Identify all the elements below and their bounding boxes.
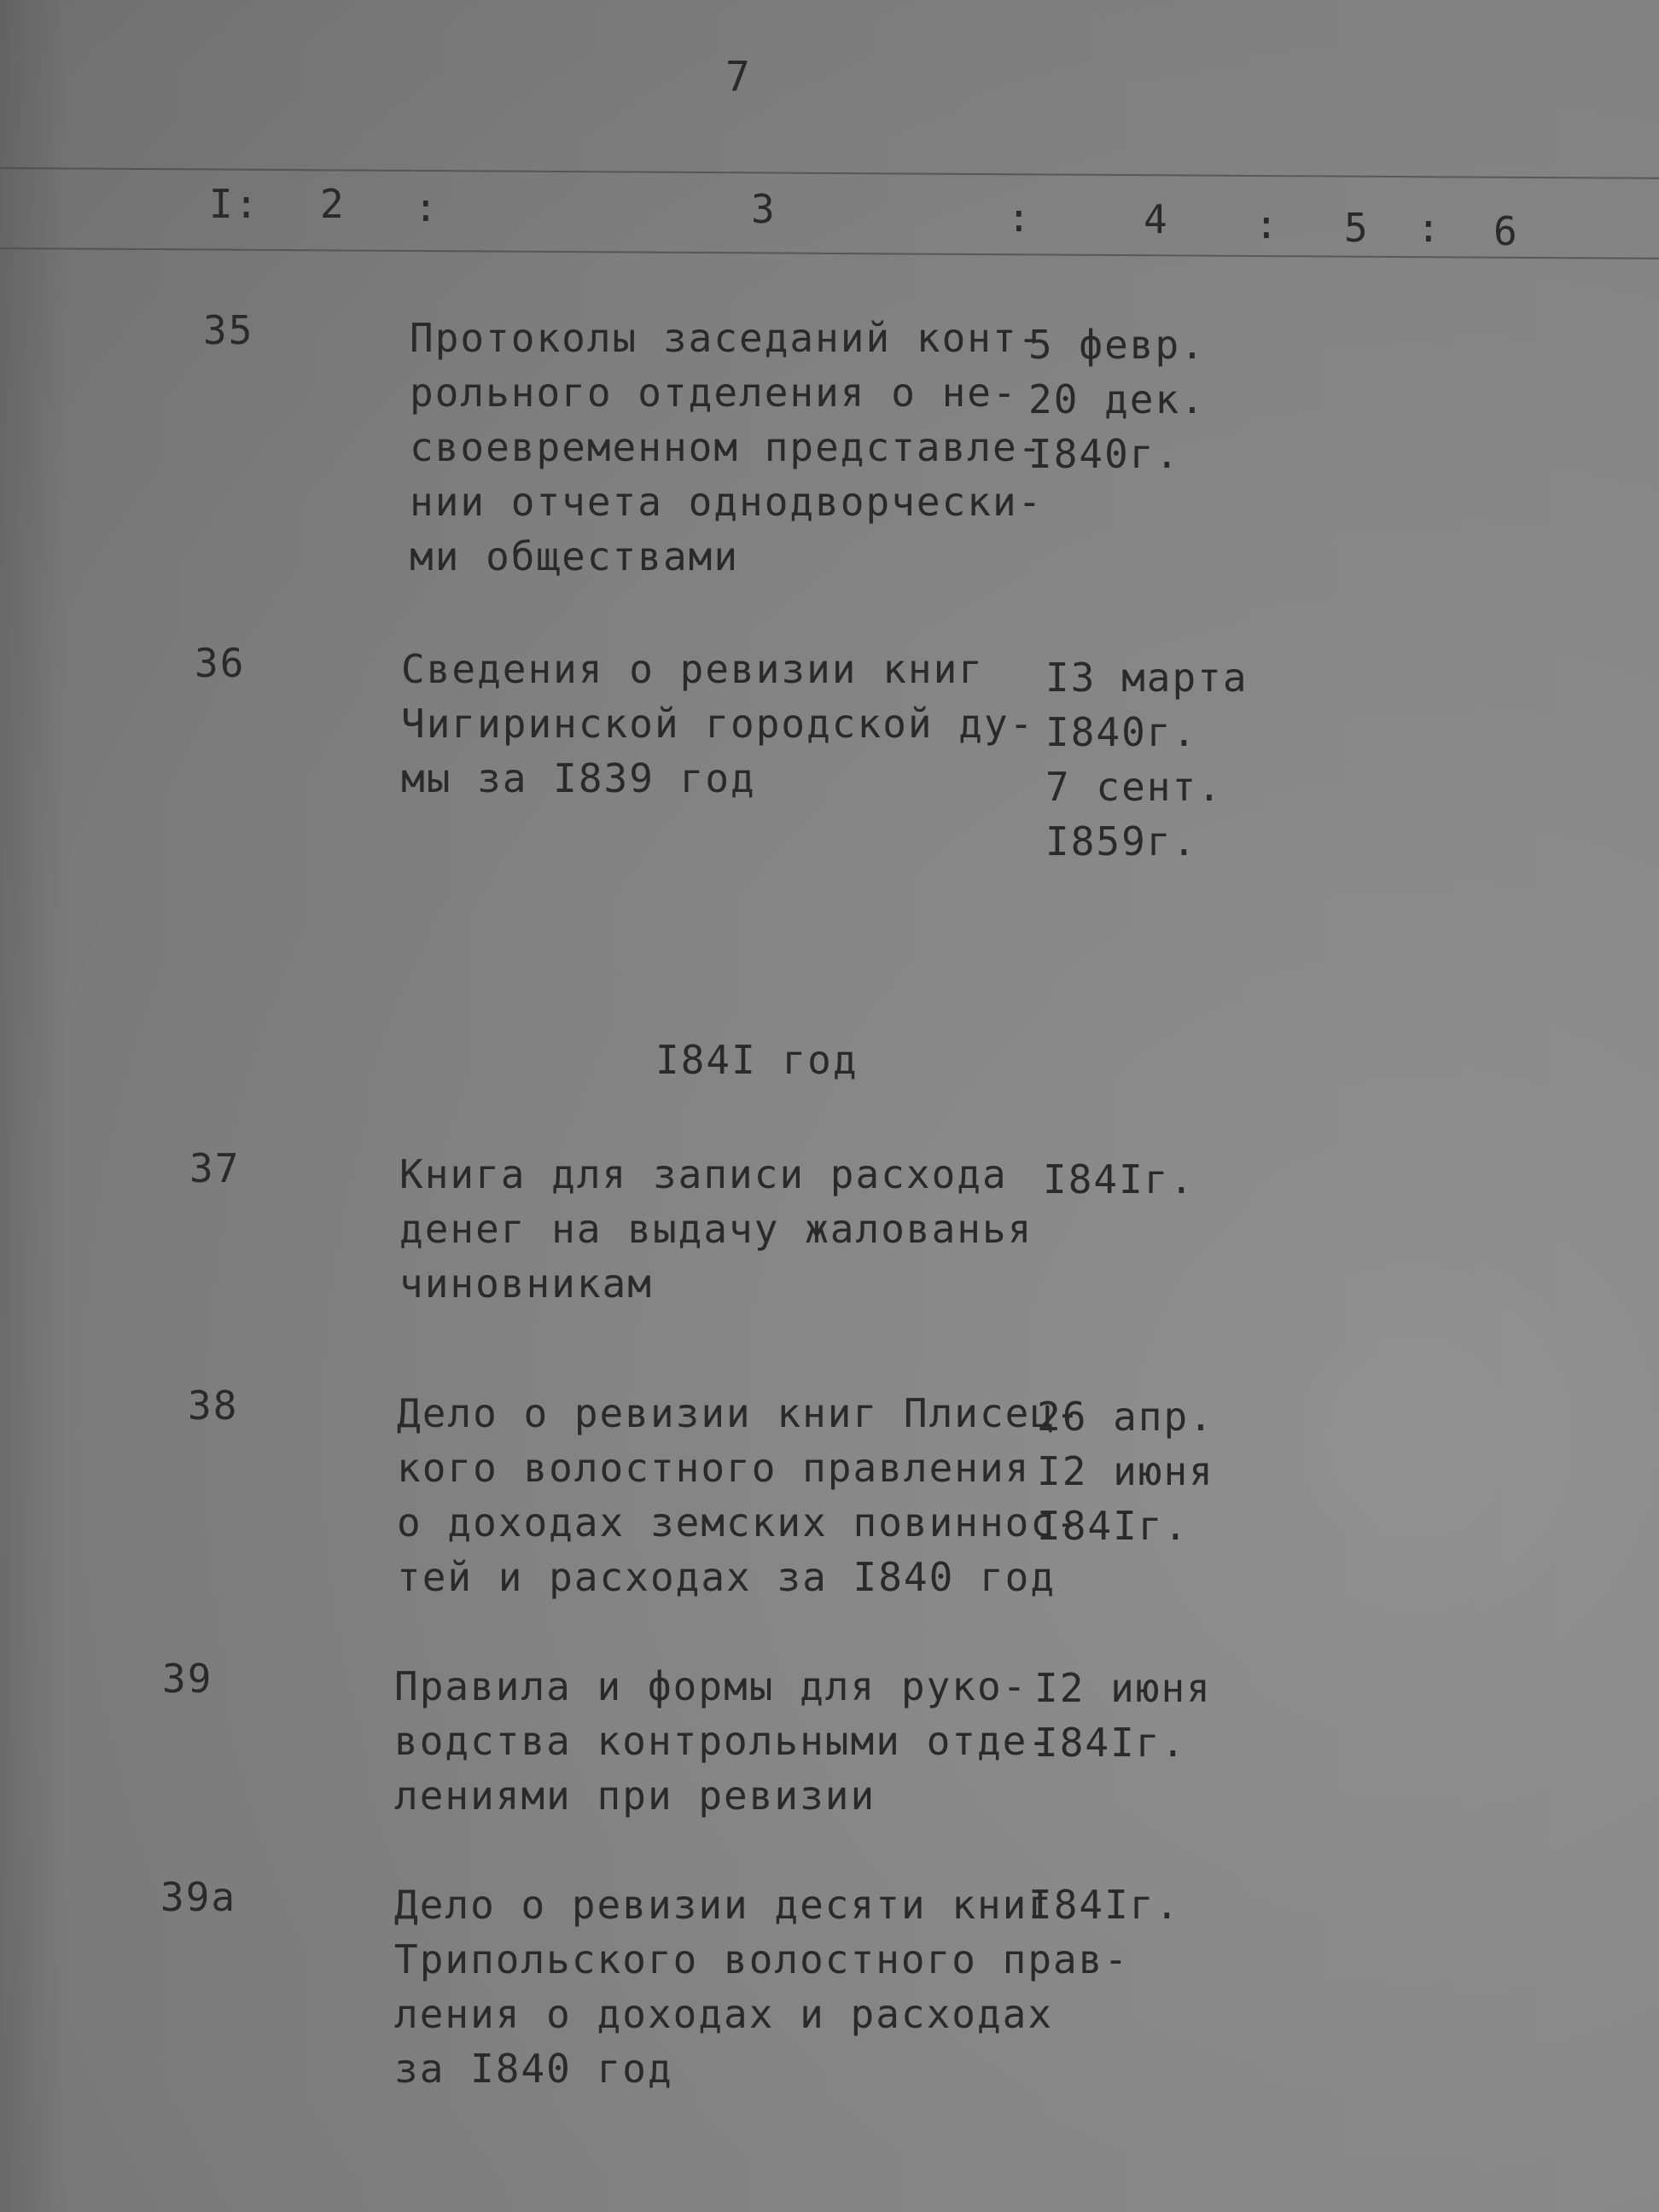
column-header-separator: : [1417,205,1442,251]
record-number: 39а [160,1874,237,1920]
record-description [410,311,1043,584]
record-date [1028,1877,1180,1932]
description-line: чиновникам [399,1260,653,1307]
description-line: Сведения о ревизии книг [401,646,984,692]
description-line: ми обществами [410,533,740,579]
record-number: 39 [162,1656,213,1702]
date-line: I859г. [1045,818,1198,864]
column-header-3: 3 [751,186,777,232]
description-line: Протоколы заседаний конт- [410,315,1044,361]
column-header-separator: : [414,184,439,230]
date-line: I84Iг. [1034,1720,1187,1766]
description-line: рольного отделения о не- [410,370,1018,416]
description-line: денег на выдачу жалованья [399,1206,1033,1252]
record-description [399,1147,1033,1311]
date-line: I840г. [1028,431,1181,477]
date-line: 5 февр. [1028,322,1206,368]
date-line: 7 сент. [1045,764,1223,810]
date-line: 20 дек. [1028,376,1206,422]
description-line: тей и расходах за I840 год [397,1554,1057,1600]
record-description [401,642,1034,806]
column-header-5: 5 [1344,205,1370,251]
date-line: I84Iг. [1037,1503,1190,1549]
date-line: I840г. [1045,709,1198,755]
column-header-separator: : [1007,195,1033,241]
header-rule-bottom [0,247,1659,259]
date-line: I84Iг. [1043,1156,1196,1202]
date-line: I84Iг. [1028,1882,1181,1928]
record-number: 35 [203,307,254,353]
description-line: ления о доходах и расходах [394,1991,1054,2037]
record-date [1037,1389,1214,1553]
description-line: Трипольского волостного прав- [394,1936,1130,1982]
date-line: I2 июня [1034,1665,1212,1711]
column-header-4: 4 [1144,196,1169,242]
date-line: I3 марта [1045,655,1249,701]
page-number: 7 [725,53,752,101]
record-date [1028,317,1206,481]
description-line: за I840 год [394,2046,673,2092]
record-date [1043,1152,1195,1207]
description-line: Дело о ревизии десяти книг [394,1882,1054,1928]
description-line: Правила и формы для руко- [394,1663,1028,1709]
record-date [1045,650,1249,869]
description-line: своевременном представле- [410,424,1044,470]
record-number: 36 [195,640,246,686]
column-header-separator: : [1254,201,1280,247]
record-number: 37 [189,1145,241,1191]
description-line: мы за I839 год [401,755,756,801]
column-header-6: 6 [1493,208,1519,254]
record-description [394,1659,1053,1823]
date-line: 26 апр. [1037,1394,1214,1440]
description-line: Чигиринской городской ду- [401,701,1035,747]
record-date [1034,1661,1212,1770]
record-description [394,1877,1129,2096]
header-rule-top [0,167,1659,179]
description-line: Книга для записи расхода [399,1151,1008,1197]
description-line: кого волостного правления [397,1445,1031,1491]
date-line: I2 июня [1037,1448,1214,1494]
description-line: лениями при ревизии [394,1773,876,1819]
column-header-1: I: [209,181,260,227]
description-line: нии отчета однодворчески- [410,479,1044,525]
description-line: Дело о ревизии книг Плисец- [397,1390,1081,1436]
record-description [397,1386,1081,1604]
description-line: о доходах земских повиннос- [397,1499,1081,1545]
description-line: водства контрольными отде- [394,1718,1054,1764]
column-header-2: 2 [320,181,346,227]
section-title: I84I год [655,1037,859,1083]
record-number: 38 [188,1382,239,1429]
